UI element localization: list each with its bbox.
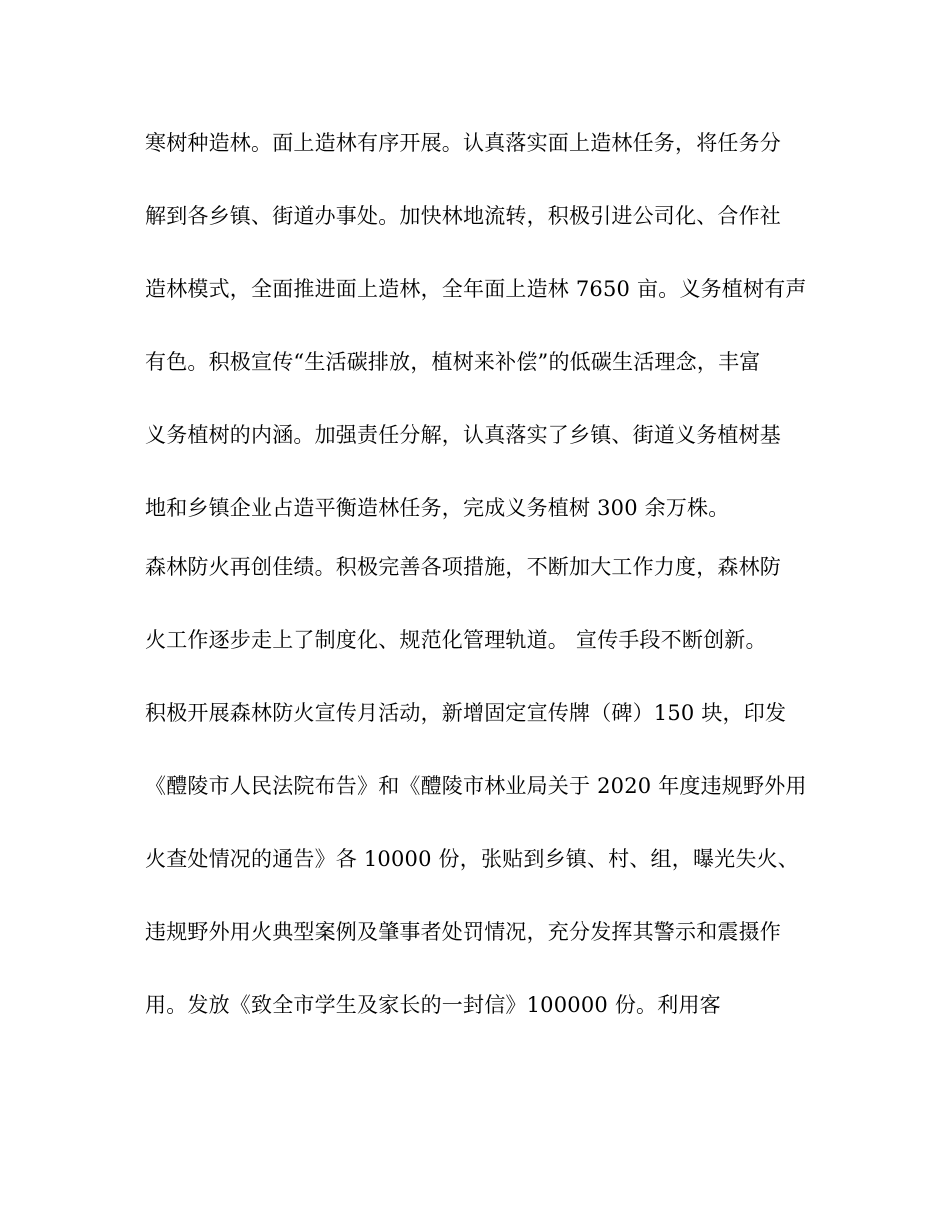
- text-line: 地和乡镇企业占造平衡造林任务，完成义务植树 300 余万株。: [145, 496, 730, 520]
- text-line: 积极开展森林防火宣传月活动，新增固定宣传牌（碑）150 块，印发: [145, 701, 787, 725]
- text-line: 用。发放《致全市学生及家长的一封信》100000 份。利用客: [145, 993, 721, 1017]
- text-line: 造林模式，全面推进面上造林，全年面上造林 7650 亩。义务植树有声: [145, 277, 807, 301]
- text-line: 火查处情况的通告》各 10000 份，张贴到乡镇、村、组，曝光失火、: [145, 847, 799, 871]
- text-line: 有色。积极宣传“生活碳排放，植树来补偿”的低碳生活理念，丰富: [145, 350, 761, 374]
- text-line: 义务植树的内涵。加强责任分解，认真落实了乡镇、街道义务植树基: [145, 423, 781, 447]
- paragraph-fire-prevention: [145, 552, 815, 1063]
- text-line: 森林防火再创佳绩。积极完善各项措施，不断加大工作力度，森林防: [145, 555, 781, 579]
- text-line: 火工作逐步走上了制度化、规范化管理轨道。 宣传手段不断创新。: [145, 628, 767, 652]
- text-line: 寒树种造林。面上造林有序开展。认真落实面上造林任务，将任务分: [145, 131, 781, 155]
- text-line: 解到各乡镇、街道办事处。加快林地流转，积极引进公司化、合作社: [145, 204, 781, 228]
- paragraph-afforestation: [145, 128, 815, 566]
- text-line: 违规野外用火典型案例及肇事者处罚情况，充分发挥其警示和震摄作: [145, 920, 781, 944]
- text-line: 《醴陵市人民法院布告》和《醴陵市林业局关于 2020 年度违规野外用: [145, 774, 807, 798]
